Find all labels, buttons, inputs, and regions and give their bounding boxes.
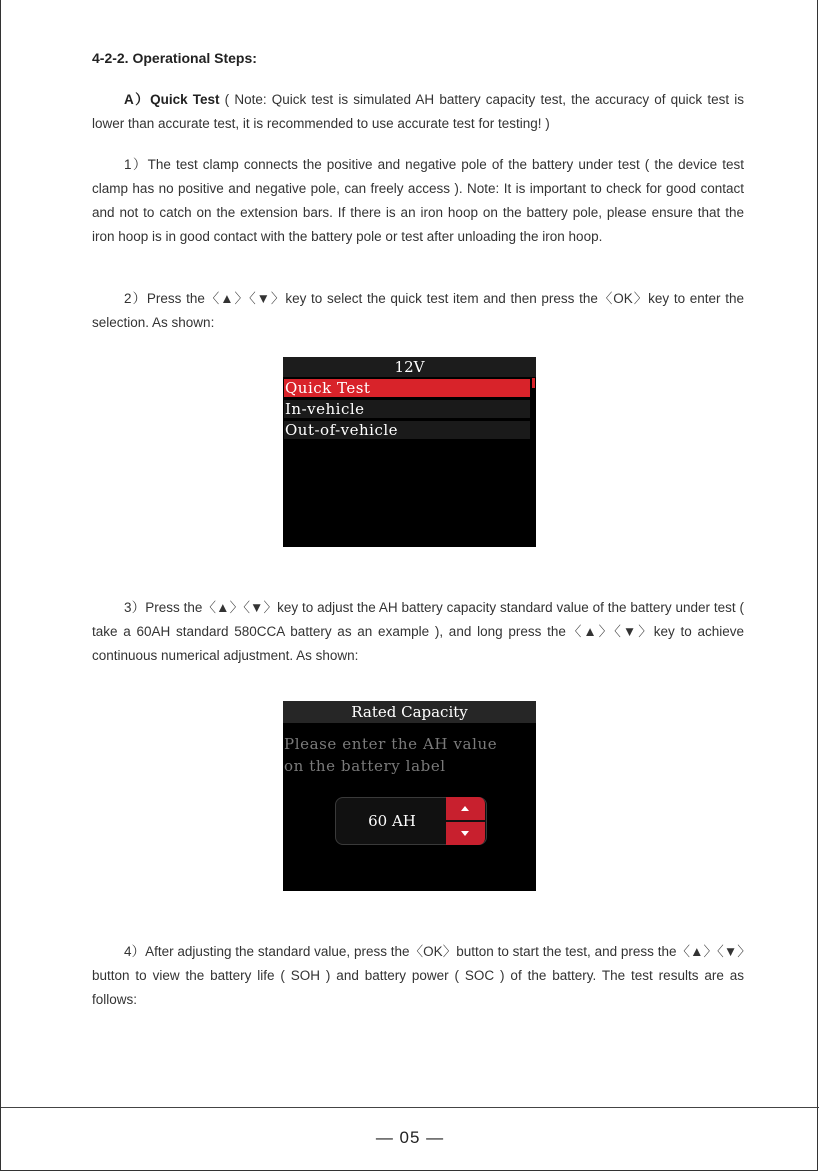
step-3-paragraph: [92, 596, 744, 668]
paragraph-quick-test: [92, 88, 744, 136]
increment-button[interactable]: [446, 797, 485, 820]
step-1-paragraph: [92, 153, 744, 249]
menu-item-out-of-vehicle[interactable]: Out-of-vehicle: [284, 421, 530, 439]
step-4-paragraph: [92, 940, 744, 1012]
footer-divider: [1, 1107, 819, 1108]
section-heading: 4-2-2. Operational Steps:: [92, 50, 257, 66]
decrement-button[interactable]: [446, 822, 485, 845]
screen-title-voltage: 12V: [283, 357, 536, 377]
menu-scrollbar: [532, 378, 535, 388]
quick-test-note: ( Note: Quick test is simulated AH battery capacity test, the accuracy of quick test is lower than accurate test, it is recommended to use accurate test for testing! ): [92, 92, 744, 131]
menu-item-quick-test[interactable]: Quick Test: [284, 379, 530, 397]
step-2-text: 2）Press the〈▲〉〈▼〉key to select the quick test item and then press the〈OK〉key to enter the selection. As shown:: [92, 291, 744, 330]
triangle-down-icon: [461, 831, 469, 836]
step-4-text: 4）After adjusting the standard value, press the〈OK〉button to start the test, and press the〈▲〉〈▼〉button to view the battery life ( SOH ) and battery power ( SOC ) of the battery. The test results are as follows:: [92, 944, 744, 1007]
step-2-paragraph: [92, 287, 744, 335]
quick-test-label: A）Quick Test: [124, 92, 220, 107]
triangle-up-icon: [461, 806, 469, 811]
capacity-stepper: [446, 797, 485, 845]
capacity-prompt: [284, 733, 497, 777]
capacity-value: 60 AH: [368, 812, 416, 830]
device-screen-menu: [283, 357, 536, 547]
page-number: — 05 —: [375, 1128, 445, 1147]
capacity-prompt-line-1: Please enter the AH value: [284, 735, 498, 753]
device-screen-rated-capacity: [283, 701, 536, 891]
capacity-prompt-line-2: on the battery label: [284, 757, 446, 775]
step-3-text: 3）Press the〈▲〉〈▼〉key to adjust the AH battery capacity standard value of the battery under test ( take a 60AH standard 580CCA battery as an example ), and long press the〈▲〉〈▼〉key to achieve continuous numerical adjustment. As shown:: [92, 600, 744, 663]
step-1-text: 1）The test clamp connects the positive and negative pole of the battery under test ( the device test clamp has no positive and negative pole, can freely access ). Note: It is important to check for good contact and not to catch on the extension bars. If there is an iron hoop on the battery pole, please ensure that the iron hoop is in good contact with the battery pole or test after unloading the iron hoop.: [92, 157, 744, 244]
screen-title-rated-capacity: Rated Capacity: [283, 701, 536, 723]
menu-item-in-vehicle[interactable]: In-vehicle: [284, 400, 530, 418]
